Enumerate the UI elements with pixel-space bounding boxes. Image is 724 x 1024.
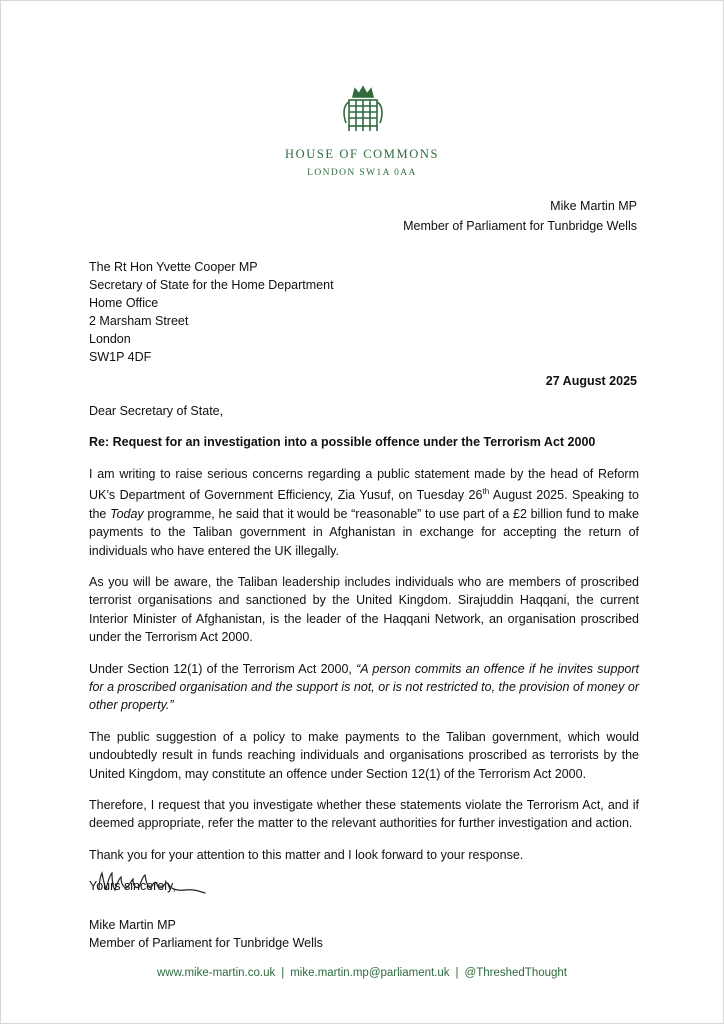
portcullis-crest-icon — [341, 85, 385, 135]
letterhead-institution: HOUSE OF COMMONS — [284, 147, 440, 161]
footer-contacts — [1, 967, 723, 979]
recipient-address — [89, 258, 334, 366]
letter-date: 27 August 2025 — [545, 374, 637, 388]
email-link[interactable]: mike.martin.mp@parliament.uk — [290, 967, 450, 979]
sender-role: Member of Parliament for Tunbridge Wells — [403, 219, 637, 233]
recipient-line: Home Office — [89, 296, 159, 310]
closing: Yours sincerely, — [89, 879, 176, 894]
paragraph-1 — [89, 465, 639, 560]
letterhead-address: LONDON SW1A 0AA — [307, 168, 417, 178]
recipient-line: Secretary of State for the Home Department — [89, 278, 334, 292]
social-handle-link[interactable]: @ThreshedThought — [464, 967, 567, 979]
letter-body — [89, 402, 639, 909]
recipient-line: London — [89, 332, 131, 346]
paragraph-3 — [89, 660, 639, 715]
programme-name: Today — [110, 506, 144, 521]
paragraph-1-text: programme, he said that it would be “reasonable” to use part of a £2 billion fund to make payments to the Taliban government in Afghanistan in exchange for accepting the return of individuals who have entered the UK illegally. — [89, 506, 639, 558]
recipient-line: SW1P 4DF — [89, 350, 152, 364]
footer-separator: | — [455, 967, 459, 979]
recipient-line: The Rt Hon Yvette Cooper MP — [89, 260, 258, 274]
footer-separator: | — [281, 967, 285, 979]
salutation: Dear Secretary of State, — [89, 404, 224, 418]
paragraph-1-text: August 2025. Speaking to the — [89, 488, 639, 521]
signoff-role: Member of Parliament for Tunbridge Wells — [89, 936, 323, 950]
date-ordinal: th — [482, 487, 490, 497]
paragraph-6: Thank you for your attention to this matter and I look forward to your response. — [89, 847, 524, 862]
handwritten-signature — [93, 863, 213, 901]
website-link[interactable]: www.mike-martin.co.uk — [157, 967, 276, 979]
paragraph-2: As you will be aware, the Taliban leadership includes individuals who are members of proscribed terrorist organisations and sanctioned by the United Kingdom. Sirajuddin Haqqani, the current Interior Minister of Afghanistan, is the leader of the Haqqani Network, an organisation proscribed under the Terrorism Act 2000. — [89, 575, 639, 645]
paragraph-4: The public suggestion of a policy to make payments to the Taliban government, which would undoubtedly result in funds reaching individuals and organisations proscribed as terrorists by the United Kingdom, may constitute an offence under Section 12(1) of the Terrorism Act 2000. — [89, 729, 639, 781]
paragraph-3-intro: Under Section 12(1) of the Terrorism Act 2000, — [89, 661, 357, 676]
sender-name: Mike Martin MP — [550, 199, 637, 213]
signoff-block — [89, 916, 323, 952]
sender-block — [403, 196, 637, 236]
recipient-line: 2 Marsham Street — [89, 314, 189, 328]
paragraph-1-text: I am writing to raise serious concerns regarding a public statement made by the head of Reform UK’s Department of Government Efficiency, Zia Yusuf, on Tuesday 26 — [89, 466, 639, 503]
subject-line: Re: Request for an investigation into a possible offence under the Terrorism Act 2000 — [89, 435, 596, 450]
paragraph-5: Therefore, I request that you investigate whether these statements violate the Terrorism Act, and if deemed appropriate, refer the matter to the relevant authorities for further investigation and action. — [89, 798, 639, 831]
signoff-name: Mike Martin MP — [89, 918, 176, 932]
legal-quote: “A person commits an offence if he invites support for a proscribed organisation and the support is not, or is not restricted to, the provision of money or other property.” — [89, 661, 639, 713]
